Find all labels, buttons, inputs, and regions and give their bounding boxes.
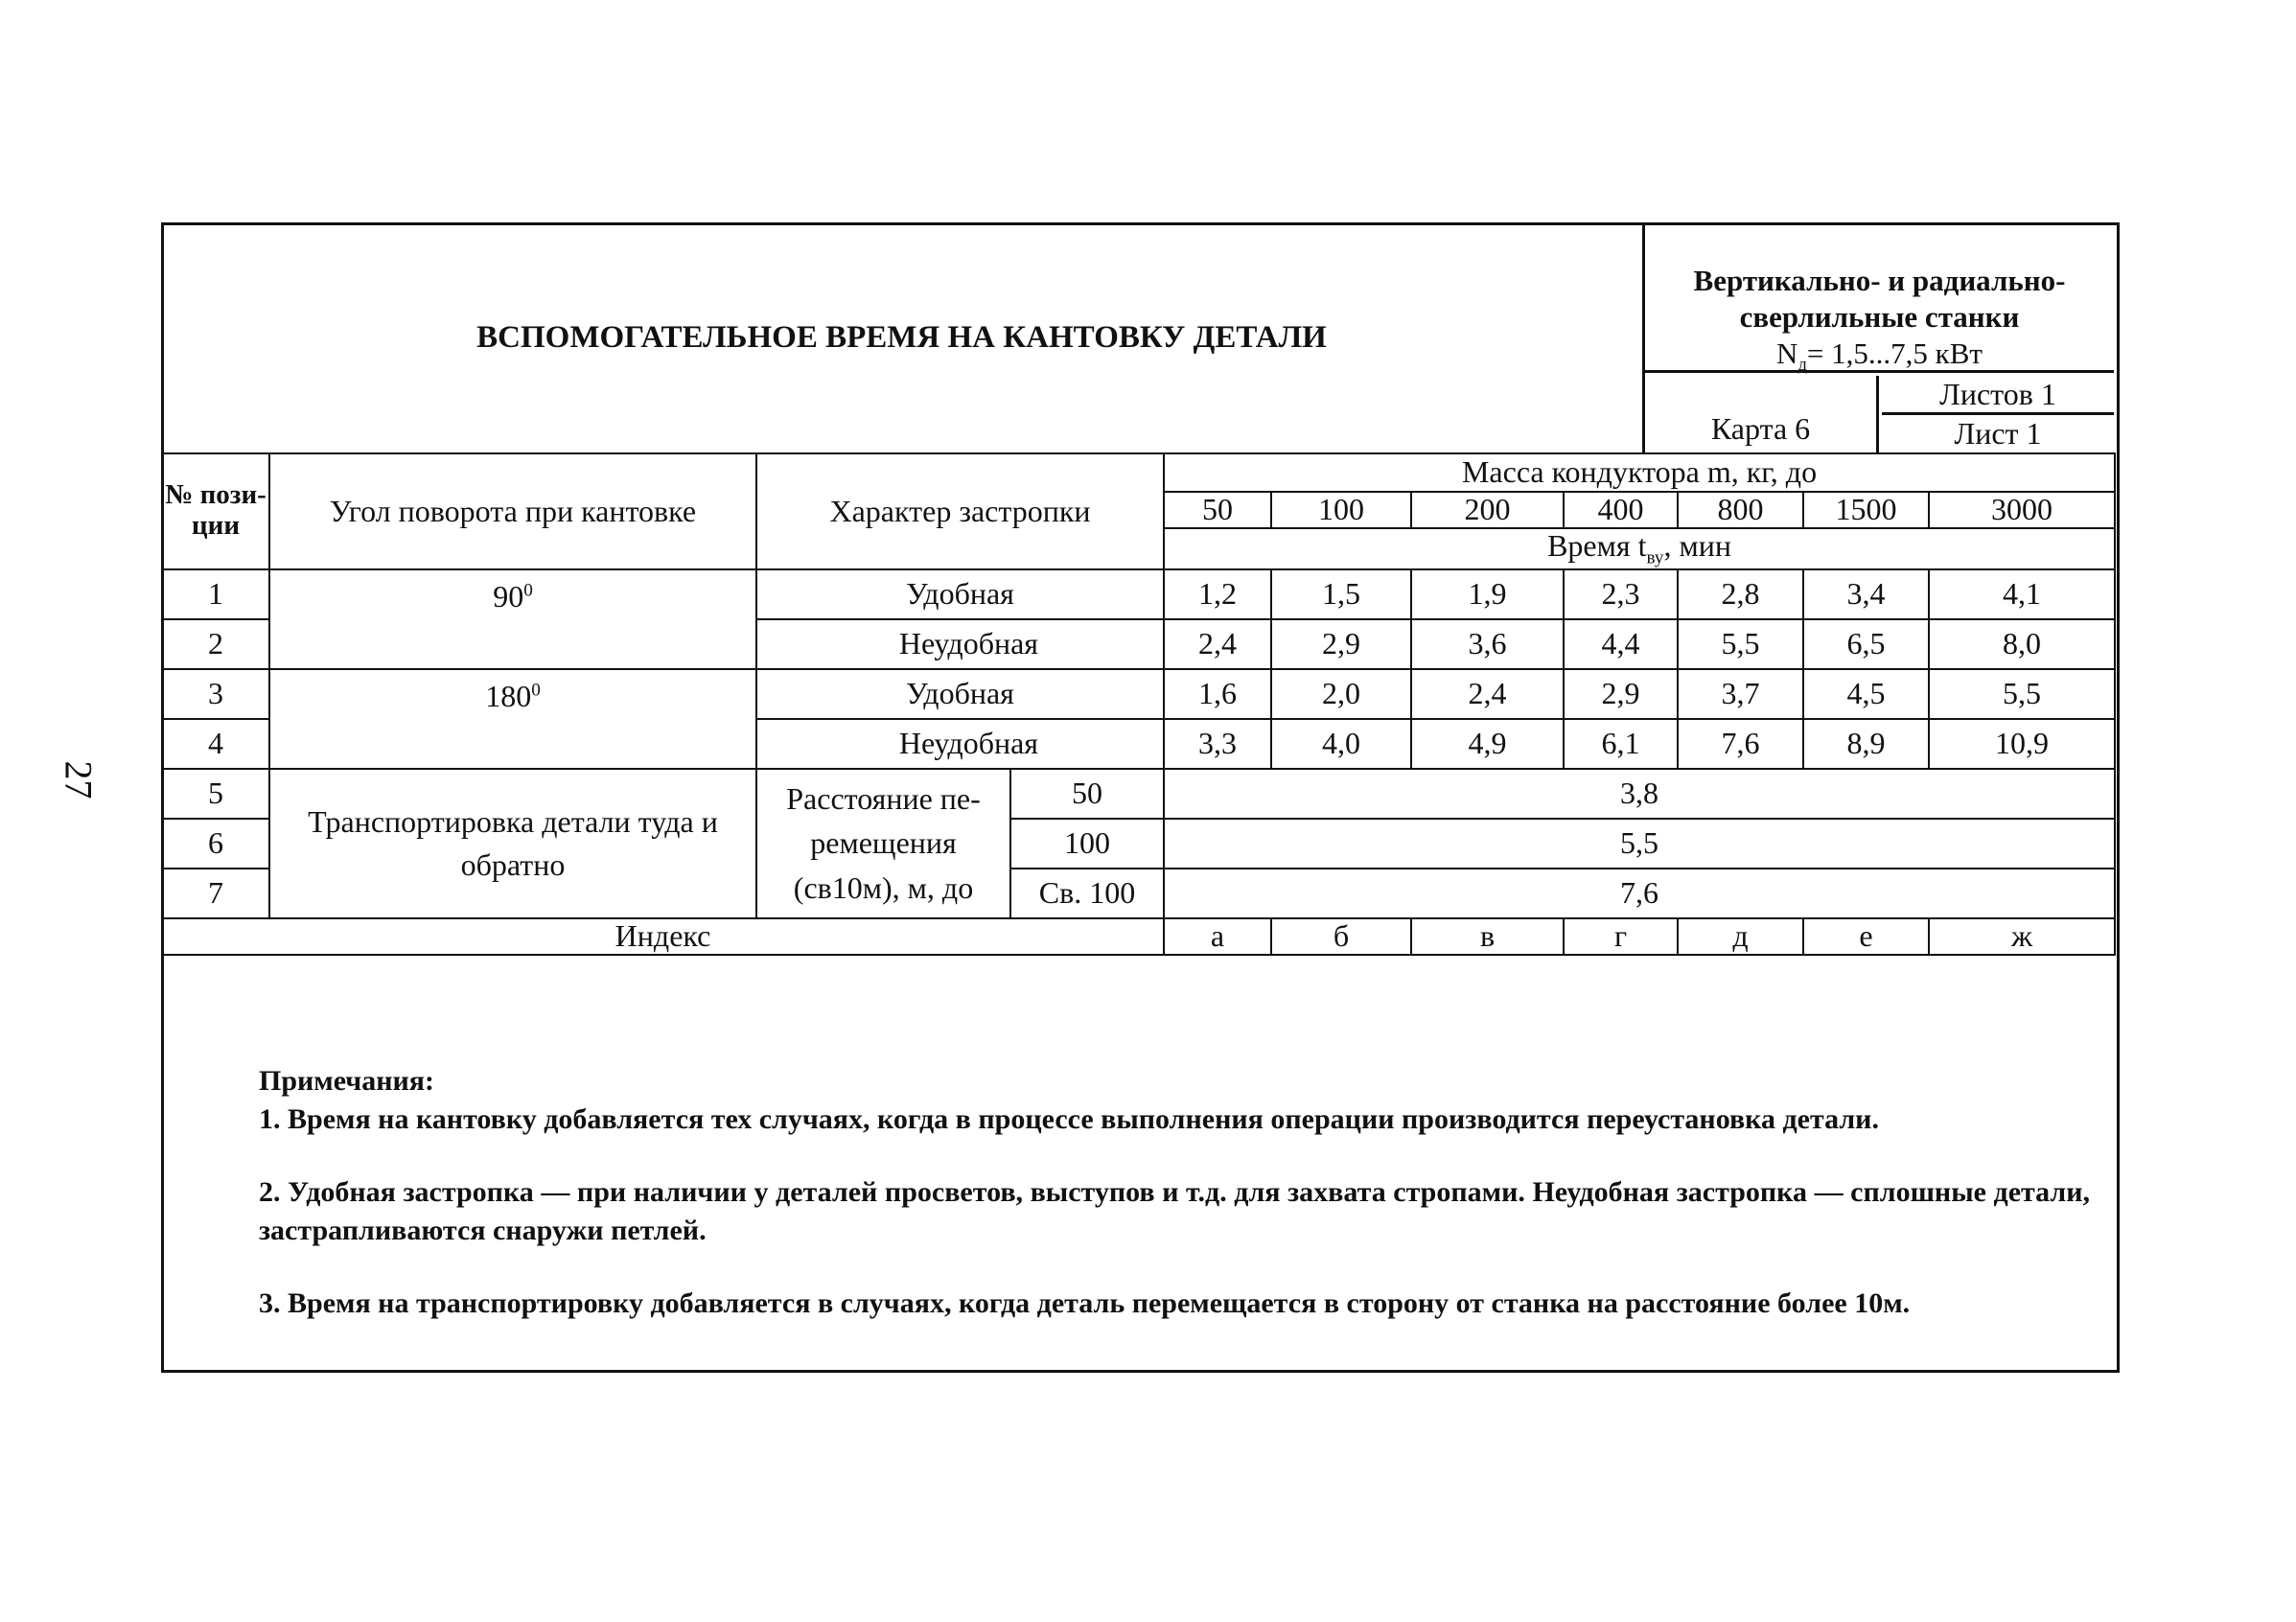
row-character: Удобная <box>756 669 1164 719</box>
distance-value: 50 <box>1010 769 1164 819</box>
sheet-number: Лист 1 <box>1954 416 2042 451</box>
notes-heading: Примечания: <box>259 1065 435 1097</box>
time-cell: 6,5 <box>1803 619 1929 669</box>
row-position: 4 <box>162 719 269 769</box>
col-header-position: № пози- ции <box>162 453 269 569</box>
row-position: 1 <box>162 569 269 619</box>
index-letter: г <box>1564 918 1678 955</box>
time-header <box>1164 528 2115 569</box>
time-cell: 2,9 <box>1271 619 1411 669</box>
mass-value: 200 <box>1411 492 1564 528</box>
time-cell: 2,0 <box>1271 669 1411 719</box>
mass-value: 800 <box>1678 492 1803 528</box>
notes-section <box>182 1062 2090 1323</box>
time-cell: 10,9 <box>1929 719 2115 769</box>
mass-value: 1500 <box>1803 492 1929 528</box>
card-title: ВСПОМОГАТЕЛЬНОЕ ВРЕМЯ НА КАНТОВКУ ДЕТАЛИ <box>161 222 1645 452</box>
power-subscript: д <box>1797 355 1807 376</box>
mass-value: 400 <box>1564 492 1678 528</box>
time-header-subscript: ву <box>1646 547 1664 568</box>
transport-time: 3,8 <box>1164 769 2115 819</box>
row-character: Неудобная <box>756 719 1164 769</box>
angle-value: 180 <box>485 678 532 713</box>
time-cell: 1,2 <box>1164 569 1271 619</box>
col-header-character: Характер застропки <box>756 453 1164 569</box>
col-header-angle: Угол поворота при кантовке <box>269 453 756 569</box>
row-character: Удобная <box>756 569 1164 619</box>
angle-cell <box>269 669 756 769</box>
time-cell: 1,6 <box>1164 669 1271 719</box>
time-cell: 3,7 <box>1678 669 1803 719</box>
angle-value: 90 <box>493 578 524 614</box>
time-cell: 2,8 <box>1678 569 1803 619</box>
distance-value: 100 <box>1010 819 1164 869</box>
time-table <box>161 452 2116 956</box>
time-cell: 6,1 <box>1564 719 1678 769</box>
power-symbol: N <box>1776 336 1798 370</box>
card-number: Карта 6 <box>1645 376 1879 452</box>
index-letter: а <box>1164 918 1271 955</box>
mass-value: 50 <box>1164 492 1271 528</box>
time-cell: 2,9 <box>1564 669 1678 719</box>
time-cell: 5,5 <box>1678 619 1803 669</box>
time-cell: 4,4 <box>1564 619 1678 669</box>
sheets-total: Листов 1 <box>1882 376 2114 415</box>
index-label: Индекс <box>162 918 1164 955</box>
time-cell: 4,1 <box>1929 569 2115 619</box>
time-cell: 2,4 <box>1411 669 1564 719</box>
index-letter: б <box>1271 918 1411 955</box>
row-position: 5 <box>162 769 269 819</box>
machine-type <box>1645 222 2114 376</box>
degree-sign: 0 <box>523 579 533 600</box>
time-cell: 5,5 <box>1929 669 2115 719</box>
time-cell: 2,4 <box>1164 619 1271 669</box>
angle-cell <box>269 569 756 669</box>
time-cell: 1,5 <box>1271 569 1411 619</box>
power-value: = 1,5...7,5 кВт <box>1806 336 1983 370</box>
mass-value: 100 <box>1271 492 1411 528</box>
time-cell: 2,3 <box>1564 569 1678 619</box>
note-2: 2. Удобная застропка — при наличии у деталей просветов, выступов и т.д. для захвата стропами. Неудобная застропка — сплошные детали, застрапливаются снаружи петлей. <box>259 1176 2090 1246</box>
machine-line-2: сверлильные станки <box>1739 300 2020 334</box>
mass-header: Масса кондуктора m, кг, до <box>1164 453 2115 492</box>
transport-label: Транспортировка детали туда и обратно <box>269 769 756 918</box>
index-letter: е <box>1803 918 1929 955</box>
note-3: 3. Время на транспортировку добавляется в случаях, когда деталь перемещается в сторону от станка на расстояние более 10м. <box>259 1287 1911 1319</box>
note-1: 1. Время на кантовку добавляется тех случаях, когда в процессе выполнения операции производится переустановка детали. <box>259 1103 1879 1135</box>
distance-value: Св. 100 <box>1010 869 1164 918</box>
transport-time: 5,5 <box>1164 819 2115 869</box>
index-letter: в <box>1411 918 1564 955</box>
card-header <box>161 222 2114 452</box>
row-position: 2 <box>162 619 269 669</box>
time-cell: 8,9 <box>1803 719 1929 769</box>
row-character: Неудобная <box>756 619 1164 669</box>
time-cell: 4,0 <box>1271 719 1411 769</box>
time-cell: 4,9 <box>1411 719 1564 769</box>
distance-label: Расстояние пе- ремещения (св10м), м, до <box>756 769 1010 918</box>
time-cell: 3,6 <box>1411 619 1564 669</box>
index-letter: д <box>1678 918 1803 955</box>
time-header-unit: , мин <box>1663 528 1731 563</box>
time-cell: 7,6 <box>1678 719 1803 769</box>
row-position: 7 <box>162 869 269 918</box>
time-cell: 1,9 <box>1411 569 1564 619</box>
index-letter: ж <box>1929 918 2115 955</box>
transport-time: 7,6 <box>1164 869 2115 918</box>
time-cell: 8,0 <box>1929 619 2115 669</box>
time-cell: 3,4 <box>1803 569 1929 619</box>
time-header-label: Время t <box>1547 528 1647 563</box>
degree-sign: 0 <box>531 679 541 700</box>
machine-line-1: Вертикально- и радиально- <box>1693 264 2066 297</box>
page-number: 27 <box>57 760 101 799</box>
row-position: 3 <box>162 669 269 719</box>
mass-value: 3000 <box>1929 492 2115 528</box>
time-cell: 4,5 <box>1803 669 1929 719</box>
time-cell: 3,3 <box>1164 719 1271 769</box>
row-position: 6 <box>162 819 269 869</box>
